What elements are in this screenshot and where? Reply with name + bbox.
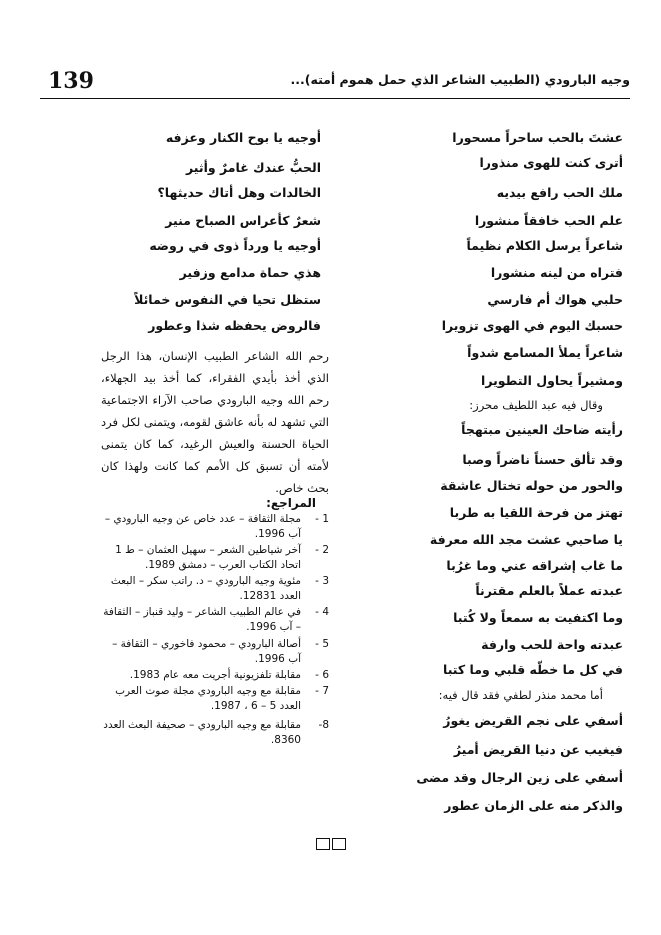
verse-line: أسفي على نجم القريض يغورُ [443,713,623,728]
verse-line: فالروض يحفظه شذا وعطور [148,318,321,333]
header-divider [40,98,630,99]
verse-line: حسبك اليوم في الهوى تزويرا [441,318,623,333]
verse-line: يا صاحبي عشت مجد الله معرفة [429,532,623,547]
intro-line: أما محمد منذر لطفي فقد قال فيه: [438,688,603,702]
reference-number: 5 - [315,638,329,650]
verse-line: فيغيب عن دنيا القريض أميرُ [453,742,623,757]
verse-line: ملك الحب رافع بيديه [496,185,623,200]
reference-item [101,543,329,573]
reference-text: مقابلة تلفزيونية أجريت معه عام 1983. [129,669,301,681]
reference-number: 1 - [315,513,329,525]
verse-line: وقد تألق حسناً ناضراً وصبا [462,452,623,467]
reference-text: آخر شياطين الشعر – سهيل العثمان – ط 1 اتحاد الكتاب العرب – دمشق 1989. [115,544,301,571]
reference-number: 6 - [315,669,329,681]
verse-line: عشتَ بالحب ساحراً مسحورا [452,130,623,145]
verse-line: شعرٌ كأعراس الصباح منير [165,213,321,228]
verse-line: ما غاب إشراقه عني وما غرُبا [446,558,623,573]
footer-ornament-box [316,838,330,850]
reference-item [101,605,329,635]
reference-item [101,668,329,683]
verse-line: حلبي هواك أم فارسي [487,292,623,307]
reference-item [101,637,329,667]
reference-number: 3 - [315,575,329,587]
verse-line: فتراه من لينه منشورا [490,265,623,280]
reference-text: أصالة البارودي – محمود فاخوري – الثقافة – آب 1996. [112,638,301,665]
closing-paragraph: رحم الله الشاعر الطبيب الإنسان، هذا الرجل الذي أخذ بأيدي الفقراء، كما أخذ بيد الجهلاء، رحم الله وجيه البارودي صاحب الآراء الاجتماعية التي تشهد له بأنه عاشق لقومه، ويتمنى لكل فرد الحياة الحسنة والعيش الرغيد، كما كان يتمنى لأمته أن تسبق كل الأمم كما كانت ولهذا كان بحث خاص. [101,349,329,495]
reference-number: 8- [318,719,329,731]
verse-line: أسفي على زين الرجال وقد مضى [416,770,623,785]
verse-line: عبدته واحة للحب وارفة [481,637,623,652]
reference-item [101,718,329,748]
intro-line: وقال فيه عبد اللطيف محرز: [469,398,603,412]
reference-item [101,684,329,714]
verse-line: والذكر منه على الزمان عطور [444,798,623,813]
references-heading: المراجع: [266,496,316,510]
reference-item [101,574,329,604]
reference-item [101,512,329,542]
page-number: 139 [48,68,94,94]
verse-line: الحبُّ عندك غامرٌ وأثير [186,160,321,175]
reference-number: 4 - [315,606,329,618]
verse-line: الخالدات وهل أتاك حديثها؟ [157,185,321,200]
verse-line: شاعراً يرسل الكلام نظيماً [466,238,623,253]
verse-line: عبدته عملاً بالعلم مقترناً [475,583,623,598]
verse-line: أترى كنت للهوى منذورا [479,155,623,170]
reference-text: مقابلة مع وجيه البارودي – صحيفة البعث العدد 8360. [103,719,301,746]
footer-ornament-box [332,838,346,850]
page-header [40,68,630,96]
verse-line: شاعراً يملأ المسامع شدواً [467,345,623,360]
verse-line: رأيته ضاحك العينين مبتهجاً [461,422,623,437]
reference-number: 7 - [315,685,329,697]
verse-line: تهتز من فرحة اللقيا به طربا [449,505,623,520]
verse-line: ستظل تحيا في النفوس خمائلاً [134,292,321,307]
reference-number: 2 - [315,544,329,556]
verse-line: هذي حماة مدامع وزفير [179,265,321,280]
reference-text: مقابلة مع وجيه البارودي مجلة صوت العرب العدد 5 – 6 ، 1987. [115,685,301,712]
reference-text: مجلة الثقافة – عدد خاص عن وجيه البارودي – آب 1996. [104,513,301,540]
verse-line: أوجيه يا ورداً ذوى في روضه [149,238,321,253]
verse-line: أوجيه يا بوح الكنار وعزفه [165,130,321,145]
verse-line: في كل ما خطّه قلبي وما كتبا [443,662,623,677]
reference-text: في عالم الطبيب الشاعر – وليد قنباز – الثقافة – آب 1996. [103,606,301,633]
verse-line: علم الحب خافقاً منشورا [474,213,623,228]
verse-line: ومشيراً يحاول التطويرا [481,373,623,388]
running-title: وجيه البارودي (الطبيب الشاعر الذي حمل هموم أمته)... [290,72,630,87]
verse-line: والحور من حوله تختال عاشقة [440,478,623,493]
reference-text: مئوية وجيه البارودي – د. راتب سكر – البعث العدد 12831. [110,575,301,602]
verse-line: وما اكتفيت به سمعاً ولا كُتبا [453,610,623,625]
